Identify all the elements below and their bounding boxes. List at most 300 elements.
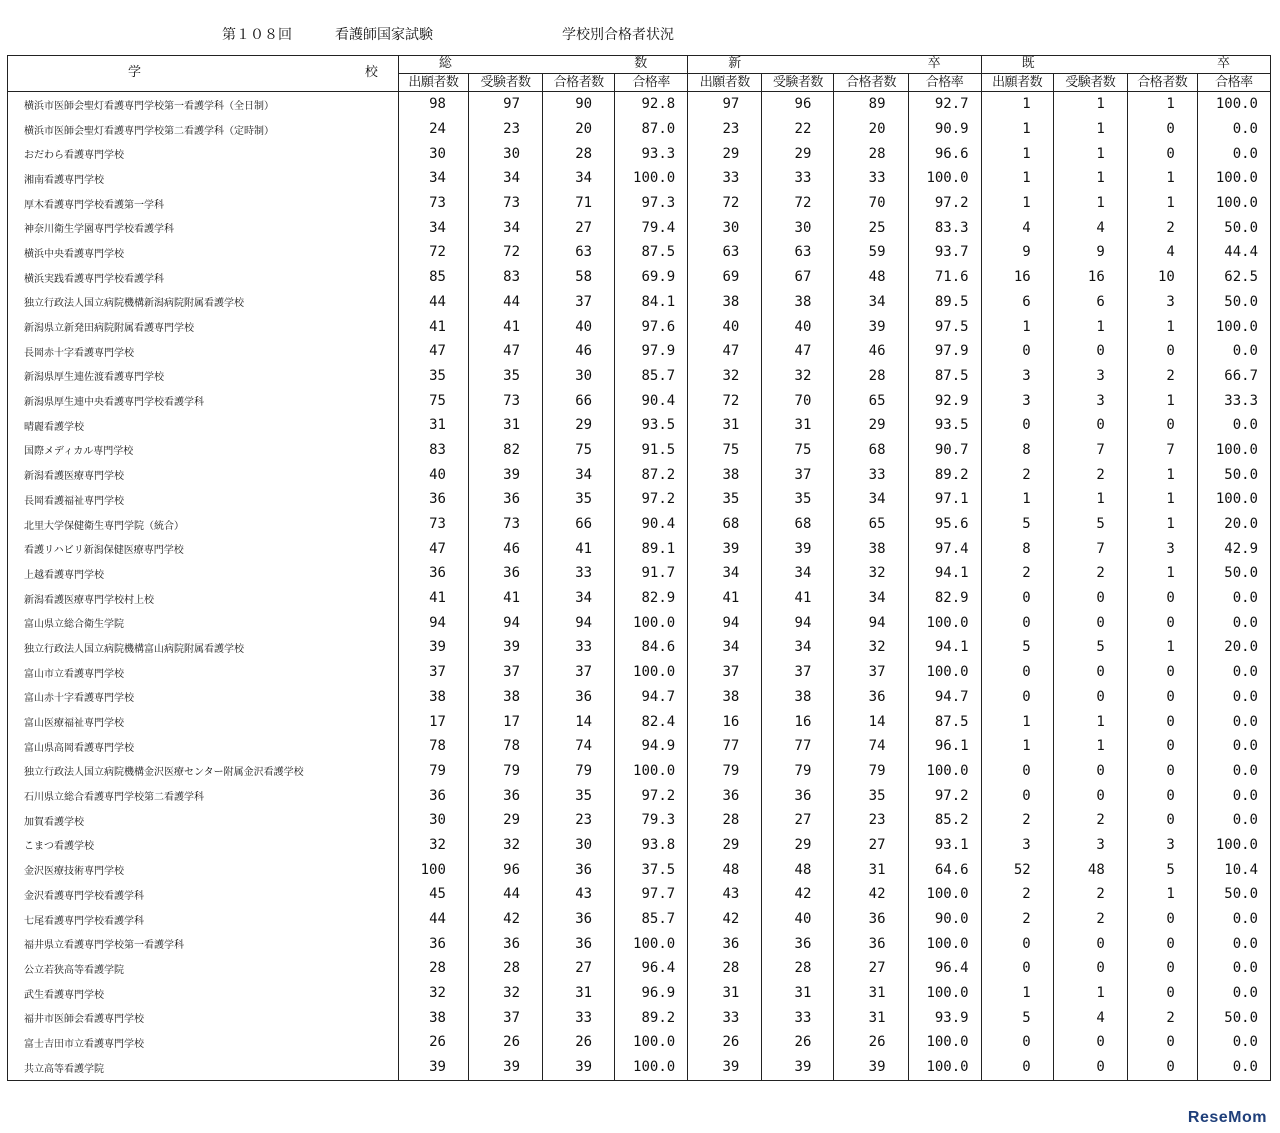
table-row [8,166,1271,191]
count-cell: 2 [1053,907,1127,932]
school-name: こまつ看護学校 [8,833,399,858]
school-name: 富山市立看護専門学校 [8,660,399,685]
count-cell: 38 [398,1005,468,1030]
count-cell: 39 [688,536,762,561]
count-cell: 39 [398,635,468,660]
pass-rate-cell: 0.0 [1197,734,1270,759]
count-cell: 0 [1127,339,1197,364]
count-cell: 8 [981,438,1053,463]
table-row [8,462,1271,487]
pass-rate-cell: 97.5 [908,314,981,339]
count-cell: 45 [398,882,468,907]
count-cell: 33 [834,462,908,487]
count-cell: 39 [398,1055,468,1080]
count-cell: 1 [1053,314,1127,339]
pass-rate-cell: 0.0 [1197,413,1270,438]
pass-rate-cell: 84.1 [615,290,688,315]
count-cell: 0 [1127,610,1197,635]
count-cell: 82 [468,438,542,463]
count-cell: 16 [981,265,1053,290]
pass-rate-cell: 97.3 [615,191,688,216]
count-cell: 73 [468,388,542,413]
count-cell: 1 [981,487,1053,512]
table-row [8,265,1271,290]
school-name: 長岡赤十字看護専門学校 [8,339,399,364]
pass-rate-cell: 94.7 [908,685,981,710]
school-name: 横浜中央看護専門学校 [8,240,399,265]
count-cell: 40 [688,314,762,339]
pass-rate-cell: 100.0 [615,759,688,784]
count-cell: 44 [398,290,468,315]
count-cell: 16 [762,709,834,734]
count-cell: 59 [834,240,908,265]
table-row [8,981,1271,1006]
count-cell: 3 [1053,364,1127,389]
school-name: 国際メディカル専門学校 [8,438,399,463]
count-cell: 29 [688,141,762,166]
school-name: 福井県立看護専門学校第一看護学科 [8,931,399,956]
pass-rate-cell: 100.0 [615,1055,688,1080]
count-cell: 33 [543,1005,615,1030]
count-cell: 2 [981,808,1053,833]
pass-rate-cell: 0.0 [1197,907,1270,932]
count-cell: 10 [1127,265,1197,290]
count-cell: 1 [981,166,1053,191]
count-cell: 30 [543,364,615,389]
count-cell: 40 [543,314,615,339]
pass-rate-cell: 100.0 [908,931,981,956]
school-name: 金沢医療技術専門学校 [8,857,399,882]
count-cell: 39 [834,314,908,339]
count-cell: 36 [688,783,762,808]
count-cell: 32 [468,833,542,858]
count-cell: 97 [468,92,542,117]
pass-rate-cell: 85.7 [615,907,688,932]
count-cell: 27 [543,215,615,240]
subtitle: 学校別合格者状況 [562,27,674,43]
count-cell: 5 [981,635,1053,660]
count-cell: 34 [543,462,615,487]
count-cell: 3 [1127,290,1197,315]
count-cell: 31 [688,413,762,438]
count-cell: 1 [1053,981,1127,1006]
school-name: 北里大学保健衛生専門学院（統合） [8,512,399,537]
document-title [0,22,1280,46]
count-cell: 67 [762,265,834,290]
pass-rate-cell: 100.0 [1197,191,1270,216]
count-cell: 97 [688,92,762,117]
school-name: 福井市医師会看護専門学校 [8,1005,399,1030]
count-cell: 65 [834,512,908,537]
count-cell: 1 [1127,92,1197,117]
pass-rate-cell: 85.7 [615,364,688,389]
count-cell: 26 [543,1030,615,1055]
count-cell: 27 [834,833,908,858]
count-cell: 75 [688,438,762,463]
count-cell: 33 [688,166,762,191]
pass-rate-cell: 100.0 [908,882,981,907]
count-cell: 2 [1053,808,1127,833]
count-cell: 72 [468,240,542,265]
school-name: 上越看護専門学校 [8,561,399,586]
count-cell: 40 [762,907,834,932]
pass-rate-cell: 93.7 [908,240,981,265]
count-cell: 94 [834,610,908,635]
count-cell: 14 [834,709,908,734]
pass-rate-cell: 93.5 [908,413,981,438]
count-cell: 31 [762,981,834,1006]
school-name: 富山県高岡看護専門学校 [8,734,399,759]
count-cell: 37 [468,660,542,685]
count-cell: 1 [1127,166,1197,191]
count-cell: 31 [834,981,908,1006]
pass-rate-cell: 89.5 [908,290,981,315]
count-cell: 37 [543,290,615,315]
count-cell: 36 [468,931,542,956]
count-cell: 6 [981,290,1053,315]
count-cell: 43 [543,882,615,907]
count-cell: 0 [1127,660,1197,685]
pass-rate-cell: 0.0 [1197,709,1270,734]
table-row [8,882,1271,907]
count-cell: 34 [398,166,468,191]
pass-rate-cell: 0.0 [1197,141,1270,166]
pass-rate-cell: 50.0 [1197,290,1270,315]
count-cell: 0 [1053,1030,1127,1055]
count-cell: 4 [1053,215,1127,240]
count-cell: 1 [1053,141,1127,166]
pass-rate-cell: 90.4 [615,388,688,413]
count-cell: 28 [468,956,542,981]
count-cell: 79 [762,759,834,784]
pass-rate-cell: 97.9 [615,339,688,364]
count-cell: 39 [468,635,542,660]
count-cell: 32 [398,981,468,1006]
count-cell: 0 [1127,117,1197,142]
count-cell: 1 [1127,512,1197,537]
pass-rate-cell: 100.0 [908,759,981,784]
pass-rate-cell: 100.0 [615,166,688,191]
count-cell: 72 [398,240,468,265]
count-cell: 0 [1127,759,1197,784]
count-cell: 23 [468,117,542,142]
count-cell: 48 [688,857,762,882]
count-cell: 37 [468,1005,542,1030]
count-cell: 5 [981,512,1053,537]
exam-number: 第１０８回 [222,27,292,43]
pass-rate-cell: 94.9 [615,734,688,759]
table-row [8,215,1271,240]
count-cell: 70 [762,388,834,413]
pass-rate-cell: 50.0 [1197,1005,1270,1030]
pass-rate-cell: 82.4 [615,709,688,734]
school-name: 看護リハビリ新潟保健医療専門学校 [8,536,399,561]
count-cell: 38 [688,685,762,710]
school-name: 新潟県立新発田病院附属看護専門学校 [8,314,399,339]
count-cell: 30 [398,141,468,166]
count-cell: 78 [398,734,468,759]
count-cell: 34 [468,166,542,191]
count-cell: 1 [1127,561,1197,586]
count-cell: 29 [762,141,834,166]
pass-rate-cell: 96.9 [615,981,688,1006]
table-row [8,833,1271,858]
count-cell: 73 [398,191,468,216]
table-row [8,364,1271,389]
count-cell: 5 [1053,635,1127,660]
school-name: 独立行政法人国立病院機構新潟病院附属看護学校 [8,290,399,315]
count-cell: 27 [543,956,615,981]
table-row [8,709,1271,734]
count-cell: 16 [1053,265,1127,290]
count-cell: 0 [1053,660,1127,685]
count-cell: 94 [468,610,542,635]
col-examinees: 受験者数 [762,74,834,92]
count-cell: 41 [688,586,762,611]
school-name: 武生看護専門学校 [8,981,399,1006]
count-cell: 52 [981,857,1053,882]
table-row [8,931,1271,956]
count-cell: 0 [1127,734,1197,759]
count-cell: 63 [543,240,615,265]
col-passers: 合格者数 [1127,74,1197,92]
school-name: 富山赤十字看護専門学校 [8,685,399,710]
count-cell: 2 [1127,1005,1197,1030]
pass-rate-cell: 93.1 [908,833,981,858]
table-row [8,660,1271,685]
table-row [8,1030,1271,1055]
pass-rate-cell: 100.0 [908,1055,981,1080]
count-cell: 1 [981,981,1053,1006]
count-cell: 26 [468,1030,542,1055]
count-cell: 0 [1127,931,1197,956]
table-row [8,734,1271,759]
count-cell: 36 [468,487,542,512]
count-cell: 58 [543,265,615,290]
count-cell: 3 [1053,833,1127,858]
col-pass-rate: 合格率 [1197,74,1270,92]
count-cell: 35 [543,783,615,808]
count-cell: 73 [468,191,542,216]
pass-rate-cell: 100.0 [1197,487,1270,512]
count-cell: 26 [688,1030,762,1055]
pass-rate-cell: 96.1 [908,734,981,759]
count-cell: 34 [543,166,615,191]
count-cell: 47 [688,339,762,364]
count-cell: 2 [981,462,1053,487]
count-cell: 39 [468,462,542,487]
table-row [8,635,1271,660]
school-name: 富山医療福祉専門学校 [8,709,399,734]
pass-rate-cell: 93.9 [908,1005,981,1030]
count-cell: 41 [398,586,468,611]
pass-rate-cell: 82.9 [908,586,981,611]
pass-rate-cell: 90.4 [615,512,688,537]
table-row [8,191,1271,216]
count-cell: 0 [1127,808,1197,833]
count-cell: 37 [762,462,834,487]
school-name: 長岡看護福祉専門学校 [8,487,399,512]
pass-rate-cell: 89.2 [908,462,981,487]
pass-rate-cell: 89.1 [615,536,688,561]
table-row [8,685,1271,710]
count-cell: 77 [762,734,834,759]
count-cell: 0 [981,1030,1053,1055]
group-header-new-graduates: 新 卒 [688,56,981,74]
pass-rate-cell: 37.5 [615,857,688,882]
count-cell: 23 [834,808,908,833]
count-cell: 0 [981,759,1053,784]
table-row [8,586,1271,611]
col-applicants: 出願者数 [981,74,1053,92]
pass-rate-cell: 66.7 [1197,364,1270,389]
count-cell: 1 [1053,487,1127,512]
count-cell: 1 [1127,191,1197,216]
school-name: 横浜実践看護専門学校看護学科 [8,265,399,290]
count-cell: 1 [981,314,1053,339]
pass-rate-cell: 100.0 [1197,166,1270,191]
col-pass-rate: 合格率 [615,74,688,92]
count-cell: 0 [1053,783,1127,808]
count-cell: 35 [834,783,908,808]
pass-rate-cell: 87.5 [908,364,981,389]
pass-rate-cell: 97.9 [908,339,981,364]
count-cell: 8 [981,536,1053,561]
count-cell: 32 [834,635,908,660]
count-cell: 41 [468,586,542,611]
count-cell: 1 [981,734,1053,759]
count-cell: 72 [688,388,762,413]
school-name: 富山県立総合衛生学院 [8,610,399,635]
col-passers: 合格者数 [834,74,908,92]
pass-rate-cell: 93.5 [615,413,688,438]
count-cell: 31 [688,981,762,1006]
count-cell: 33 [762,1005,834,1030]
count-cell: 35 [398,364,468,389]
count-cell: 42 [468,907,542,932]
table-row [8,1005,1271,1030]
count-cell: 33 [834,166,908,191]
count-cell: 36 [468,561,542,586]
count-cell: 34 [398,215,468,240]
school-name: 横浜市医師会聖灯看護専門学校第二看護学科（定時制） [8,117,399,142]
count-cell: 27 [834,956,908,981]
count-cell: 0 [1127,413,1197,438]
pass-rate-cell: 90.0 [908,907,981,932]
count-cell: 36 [834,931,908,956]
count-cell: 70 [834,191,908,216]
count-cell: 0 [1127,783,1197,808]
count-cell: 29 [762,833,834,858]
count-cell: 0 [1127,141,1197,166]
count-cell: 40 [762,314,834,339]
count-cell: 38 [762,290,834,315]
pass-rate-cell: 0.0 [1197,931,1270,956]
pass-rate-cell: 97.4 [908,536,981,561]
count-cell: 2 [981,907,1053,932]
table-row [8,857,1271,882]
count-cell: 66 [543,388,615,413]
count-cell: 5 [1053,512,1127,537]
count-cell: 85 [398,265,468,290]
pass-rate-cell: 100.0 [908,1030,981,1055]
count-cell: 39 [468,1055,542,1080]
group-header-past-graduates: 既 卒 [981,56,1270,74]
count-cell: 73 [398,512,468,537]
count-cell: 23 [688,117,762,142]
count-cell: 94 [398,610,468,635]
count-cell: 46 [543,339,615,364]
pass-rate-cell: 96.4 [615,956,688,981]
count-cell: 36 [543,931,615,956]
count-cell: 71 [543,191,615,216]
count-cell: 38 [688,462,762,487]
table-row [8,339,1271,364]
count-cell: 1 [1053,117,1127,142]
count-cell: 69 [688,265,762,290]
results-table [7,55,1271,1081]
pass-rate-cell: 90.9 [908,117,981,142]
count-cell: 34 [834,487,908,512]
count-cell: 83 [398,438,468,463]
pass-rate-cell: 92.7 [908,92,981,117]
count-cell: 41 [468,314,542,339]
count-cell: 30 [762,215,834,240]
count-cell: 0 [981,685,1053,710]
pass-rate-cell: 87.5 [908,709,981,734]
pass-rate-cell: 100.0 [615,931,688,956]
count-cell: 38 [398,685,468,710]
pass-rate-cell: 44.4 [1197,240,1270,265]
school-name: 湘南看護専門学校 [8,166,399,191]
count-cell: 5 [1127,857,1197,882]
count-cell: 27 [762,808,834,833]
count-cell: 37 [398,660,468,685]
count-cell: 28 [834,141,908,166]
count-cell: 44 [398,907,468,932]
count-cell: 35 [543,487,615,512]
count-cell: 39 [543,1055,615,1080]
pass-rate-cell: 92.8 [615,92,688,117]
count-cell: 46 [834,339,908,364]
count-cell: 74 [834,734,908,759]
pass-rate-cell: 87.2 [615,462,688,487]
pass-rate-cell: 42.9 [1197,536,1270,561]
count-cell: 32 [398,833,468,858]
count-cell: 37 [762,660,834,685]
count-cell: 1 [1127,314,1197,339]
count-cell: 28 [688,808,762,833]
pass-rate-cell: 82.9 [615,586,688,611]
count-cell: 39 [762,536,834,561]
pass-rate-cell: 20.0 [1197,635,1270,660]
count-cell: 2 [1127,364,1197,389]
count-cell: 14 [543,709,615,734]
count-cell: 22 [762,117,834,142]
count-cell: 3 [1127,536,1197,561]
count-cell: 20 [543,117,615,142]
count-cell: 1 [1127,487,1197,512]
count-cell: 30 [398,808,468,833]
count-cell: 0 [981,783,1053,808]
count-cell: 43 [688,882,762,907]
count-cell: 24 [398,117,468,142]
count-cell: 31 [468,413,542,438]
count-cell: 48 [762,857,834,882]
count-cell: 63 [688,240,762,265]
school-name: 富士吉田市立看護専門学校 [8,1030,399,1055]
table-row [8,536,1271,561]
